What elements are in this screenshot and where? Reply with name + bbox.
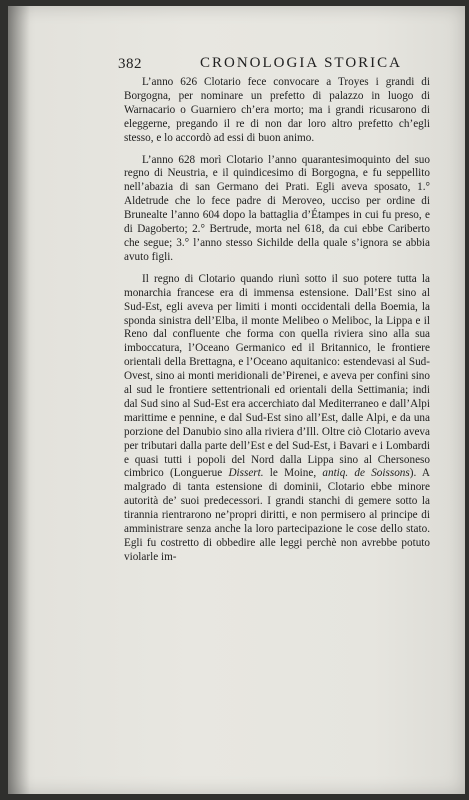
paragraph-3-text-after: ). A malgrado di tanta estensione di dominii, Clotario ebbe minore autorità de’ suoi predecessori. I grandi stanchi di gemere sotto la tirannia rientrarono ne’propri diritti, e non permisero al principe di amministrare senza anche la loro partecipazione le cose dello stato. Egli fu costretto di obbedire alle leggi perchè non avrebbe potuto violarle im-: [124, 467, 430, 563]
paragraph-2: L’anno 628 morì Clotario l’anno quarantesimoquinto del suo regno di Neustria, e il quindicesimo di Borgogna, e fu seppellito nell’abazia di san Germano dei Prati. Egli aveva sposato, 1.° Aldetrude che lo fece padre di Meroveo, ucciso per ordine di Brunealte l’anno 604 dopo la battaglia d’Étampes in cui fu preso, e di Dagoberto; 2.° Bertrude, morta nel 618, da cui ebbe Cariberto che segue; 3.° l’anno stesso Sichilde della quale s’ignora se abbia avuto figli.: [124, 153, 430, 263]
paragraph-1: L’anno 626 Clotario fece convocare a Troyes i grandi di Borgogna, per nominare un prefetto di palazzo in luogo di Warnacario o Guarniero ch’era morto; ma i grandi ricusarono di eleggerne, pregando il re di non dar loro altro prefetto ch’egli stesso, e lo accordò ad essi di buon animo.: [124, 76, 430, 144]
binding-gutter-shadow: [8, 6, 30, 794]
paragraph-3-text-middle: le Moine,: [263, 467, 323, 480]
body-text: [124, 76, 430, 565]
page-header: [118, 54, 438, 76]
paragraph-3-text-before: Il regno di Clotario quando riunì sotto il suo potere tutta la monarchia francese era di immensa estensione. Dall’Est sino al Sud-Est, egli aveva per limiti i monti occidentali della Boemia, la sponda sinistra dell’Elba, il monte Melibeo o Meliboc, la Lippa e il Reno dal confluente che forma con quella riviera sino alla sua imboccatura, l’Oceano Germanico ed il Britannico, le frontiere orientali della Brettagna, e l’Oceano aquitanico: estendevasi al Sud-Ovest, sino ai monti meridionali de’Pirenei, e aveva per confini sino al sud le frontiere settentrionali ed orientali della Settimania; indi dal Sud sino al Sud-Est era accerchiato dal Mediterraneo e dall’Alpi marittime e pennine, e dal Sud-Est sino all’Est, dalle Alpi, e da una porzione del Danubio sino alla riviera d’Ill. Oltre ciò Clotario aveva per tributari dalla parte dell’Est e del Sud-Est, i Bavari e i Lombardi e quasi tutti i popoli del Nord dalla Lippa sino al Chersoneso cimbrico (Longuerue: [124, 272, 430, 480]
citation-dissert: Dissert.: [228, 467, 264, 480]
citation-antiq-de-soissons: antiq. de Soissons: [322, 467, 410, 480]
paragraph-3: [124, 273, 430, 565]
page-sheet: [8, 6, 465, 794]
running-title: CRONOLOGIA STORICA: [200, 55, 402, 71]
page-number: 382: [118, 56, 142, 72]
